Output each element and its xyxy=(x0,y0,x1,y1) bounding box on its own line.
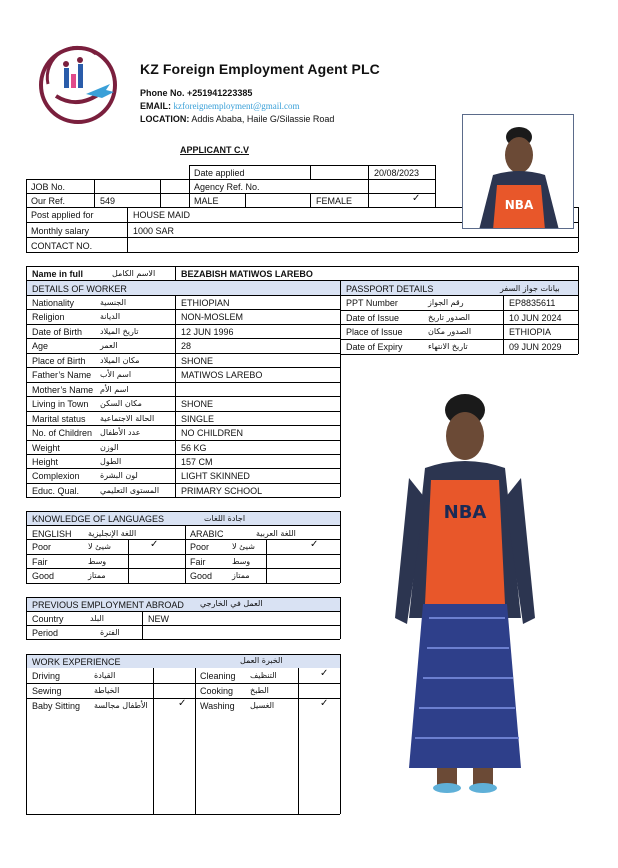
work-skill-label-ar: الأطفال مجالسة xyxy=(94,701,148,710)
worker-field-value: 56 KG xyxy=(181,442,207,453)
worker-field-label: Weight xyxy=(32,442,60,453)
worker-field-label: Marital status xyxy=(32,413,86,424)
worker-field-label: Living in Town xyxy=(32,399,89,410)
english-level-label: Poor xyxy=(32,542,52,552)
english-level-label-ar: ممتاز xyxy=(88,571,106,580)
svg-text:NBA: NBA xyxy=(504,198,534,212)
work-experience-title: WORK EXPERIENCE xyxy=(32,657,121,667)
passport-row-line xyxy=(340,310,578,311)
worker-field-label-ar: الطول xyxy=(100,456,122,466)
applicant-photo-full xyxy=(345,368,574,802)
email-value[interactable]: kzforeignemployment@gmail.com xyxy=(173,101,300,111)
passport-title-ar: بيانات جواز السفر xyxy=(500,284,560,293)
agency-ref-label: Agency Ref. No. xyxy=(194,182,260,192)
worker-field-label-ar: تاريخ الميلاد xyxy=(100,326,139,336)
female-checkmark: ✓ xyxy=(412,193,421,204)
english-level-label-ar: شيئ لا xyxy=(88,542,111,551)
job-no-label: JOB No. xyxy=(31,182,66,192)
country-label-ar: البلد xyxy=(90,614,104,623)
worker-field-value: SHONE xyxy=(181,355,214,366)
passport-field-value: ETHIOPIA xyxy=(509,327,552,338)
work-skill-check: ✓ xyxy=(320,668,329,679)
period-label-ar: الفترة xyxy=(100,628,120,637)
worker-field-label: No. of Children xyxy=(32,428,93,439)
worker-row-line xyxy=(26,425,340,426)
arabic-level-label-ar: ممتاز xyxy=(232,571,250,580)
worker-row-line xyxy=(26,454,340,455)
work-skill-label-ar: الغسيل xyxy=(250,701,275,710)
english-label-ar: اللغة الإنجليزية xyxy=(88,529,137,538)
passport-field-value: EP8835611 xyxy=(509,298,556,308)
monthly-salary-label: Monthly salary xyxy=(31,226,90,236)
our-ref-value: 549 xyxy=(100,196,116,206)
work-row-line xyxy=(26,683,340,684)
worker-row-line xyxy=(26,295,340,296)
languages-title-ar: اجادة اللغات xyxy=(204,514,246,523)
arabic-level-label: Good xyxy=(190,571,213,581)
email-line xyxy=(140,100,300,113)
passport-row-line xyxy=(340,324,578,325)
worker-field-label: Religion xyxy=(32,312,65,323)
worker-row-line xyxy=(26,411,340,412)
country-value: NEW xyxy=(148,614,169,624)
work-skill-label-ar: الطبخ xyxy=(250,686,269,695)
language-row-line xyxy=(26,539,340,540)
contact-no-label: CONTACT NO. xyxy=(31,241,93,251)
female-label: FEMALE xyxy=(316,196,353,206)
work-skill-label: Driving xyxy=(32,671,61,681)
passport-row-line xyxy=(340,339,578,340)
date-applied-value: 20/08/2023 xyxy=(374,168,420,178)
worker-row-line xyxy=(26,309,340,310)
date-applied-label: Date applied xyxy=(194,168,245,178)
work-skill-label: Baby Sitting xyxy=(32,701,81,711)
worker-field-value: MATIWOS LAREBO xyxy=(181,370,263,381)
english-level-check: ✓ xyxy=(150,539,159,550)
passport-field-label: Date of Expiry xyxy=(346,342,403,353)
arabic-label-ar: اللغة العربية xyxy=(256,529,296,538)
post-applied-label: Post applied for xyxy=(31,210,94,220)
worker-field-label-ar: المستوى التعليمي xyxy=(100,485,160,495)
arabic-label: ARABIC xyxy=(190,529,224,539)
passport-field-value: 10 JUN 2024 xyxy=(509,312,562,323)
our-ref-label: Our Ref. xyxy=(31,196,66,206)
passport-field-label: PPT Number xyxy=(346,298,398,308)
company-name: KZ Foreign Employment Agent PLC xyxy=(140,61,380,77)
arabic-level-check: ✓ xyxy=(310,539,319,550)
arabic-level-label-ar: شيئ لا xyxy=(232,542,255,551)
worker-field-label: Place of Birth xyxy=(32,355,86,366)
english-level-label-ar: وسط xyxy=(88,556,107,566)
prev-employment-title-ar: العمل في الخارجي xyxy=(200,599,263,608)
monthly-salary-value: 1000 SAR xyxy=(133,226,175,236)
work-skill-label: Washing xyxy=(200,701,235,711)
prev-employment-title: PREVIOUS EMPLOYMENT ABROAD xyxy=(32,600,184,610)
worker-field-label-ar: اسم الأم xyxy=(100,384,129,394)
passport-title: PASSPORT DETAILS xyxy=(346,284,434,294)
passport-field-label-ar: رقم الجواز xyxy=(428,298,464,307)
worker-field-value: 28 xyxy=(181,341,192,352)
work-skill-label-ar: التنظيف xyxy=(250,671,277,680)
location-value: Addis Ababa, Haile G/Silassie Road xyxy=(191,114,335,124)
worker-field-label: Date of Birth xyxy=(32,326,83,337)
email-label: EMAIL: xyxy=(140,101,171,111)
worker-row-line xyxy=(26,468,340,469)
work-skill-label-ar: الخياطة xyxy=(94,686,120,695)
language-row-line xyxy=(26,583,340,584)
worker-field-value: ETHIOPIAN xyxy=(181,298,230,308)
location-label: LOCATION: xyxy=(140,114,190,124)
english-level-label: Good xyxy=(32,571,55,581)
worker-row-line xyxy=(26,483,340,484)
worker-field-label-ar: مكان السكن xyxy=(100,399,142,409)
worker-field-label: Mother’s Name xyxy=(32,384,94,395)
worker-field-label-ar: الحالة الاجتماعية xyxy=(100,413,155,423)
company-logo xyxy=(36,44,120,126)
passport-field-label-ar: الصدور تاريخ xyxy=(428,312,470,322)
name-value: BEZABISH MATIWOS LAREBO xyxy=(181,269,313,279)
worker-field-value: NON-MOSLEM xyxy=(181,312,244,323)
worker-field-label: Height xyxy=(32,456,59,467)
worker-field-value: LIGHT SKINNED xyxy=(181,471,250,482)
work-skill-label: Sewing xyxy=(32,686,62,696)
passport-row-line xyxy=(340,295,578,296)
worker-field-label-ar: عدد الأطفال xyxy=(100,428,141,438)
worker-field-label: Father’s Name xyxy=(32,370,92,381)
passport-row-line xyxy=(340,354,578,355)
location-line xyxy=(140,113,334,126)
passport-field-value: 09 JUN 2029 xyxy=(509,342,562,353)
phone-line xyxy=(140,87,252,100)
arabic-level-label: Poor xyxy=(190,542,210,552)
name-label-ar: الاسم الكامل xyxy=(112,269,156,278)
period-label: Period xyxy=(32,628,59,638)
phone-label: Phone No. xyxy=(140,88,185,98)
worker-row-line xyxy=(26,440,340,441)
worker-title: DETAILS OF WORKER xyxy=(32,284,127,294)
worker-field-label-ar: لون البشرة xyxy=(100,471,138,481)
applicant-photo-small xyxy=(462,114,574,229)
passport-field-label: Date of Issue xyxy=(346,312,400,323)
worker-row-line xyxy=(26,396,340,397)
svg-text:NBA: NBA xyxy=(443,502,487,523)
worker-field-value: 12 JUN 1996 xyxy=(181,326,234,337)
post-applied-value: HOUSE MAID xyxy=(133,210,191,220)
language-row-line xyxy=(26,568,340,569)
worker-field-value: SHONE xyxy=(181,399,214,410)
worker-field-label: Educ. Qual. xyxy=(32,485,80,496)
country-label: Country xyxy=(32,614,64,624)
work-skill-label-ar: القيادة xyxy=(94,671,116,680)
worker-row-line xyxy=(26,353,340,354)
work-skill-label: Cleaning xyxy=(200,671,236,681)
worker-row-line xyxy=(26,367,340,368)
worker-field-label: Age xyxy=(32,341,49,352)
arabic-level-label-ar: وسط xyxy=(232,556,251,566)
work-skill-check: ✓ xyxy=(320,698,329,709)
passport-field-label-ar: تاريخ الانتهاء xyxy=(428,342,468,352)
worker-row-line xyxy=(26,382,340,383)
work-skill-label: Cooking xyxy=(200,686,234,696)
worker-field-label: Complexion xyxy=(32,471,80,482)
worker-field-label-ar: الجنسية xyxy=(100,298,127,307)
worker-row-line xyxy=(26,324,340,325)
worker-field-label-ar: الوزن xyxy=(100,442,119,452)
male-label: MALE xyxy=(194,196,219,206)
worker-field-label: Nationality xyxy=(32,298,75,308)
work-experience-title-ar: الخبرة العمل xyxy=(240,656,283,665)
worker-field-value: NO CHILDREN xyxy=(181,428,244,439)
worker-field-label-ar: اسم الأب xyxy=(100,370,132,380)
english-level-label: Fair xyxy=(32,556,48,567)
name-label: Name in full xyxy=(32,269,84,279)
english-label: ENGLISH xyxy=(32,529,72,539)
worker-field-value: PRIMARY SCHOOL xyxy=(181,485,263,496)
worker-field-label-ar: الديانة xyxy=(100,312,121,322)
worker-field-label-ar: مكان الميلاد xyxy=(100,355,140,365)
worker-field-label-ar: العمر xyxy=(100,341,118,351)
language-row-line xyxy=(26,554,340,555)
languages-title: KNOWLEDGE OF LANGUAGES xyxy=(32,514,165,524)
worker-row-line xyxy=(26,497,340,498)
cv-title: APPLICANT C.V xyxy=(180,145,250,155)
worker-row-line xyxy=(26,338,340,339)
phone-value: +251941223385 xyxy=(187,88,253,98)
work-skill-check: ✓ xyxy=(178,698,187,709)
worker-field-value: SINGLE xyxy=(181,413,215,424)
passport-field-label-ar: الصدور مكان xyxy=(428,327,472,337)
arabic-level-label: Fair xyxy=(190,556,206,567)
passport-field-label: Place of Issue xyxy=(346,327,403,338)
worker-field-value: 157 CM xyxy=(181,456,213,467)
